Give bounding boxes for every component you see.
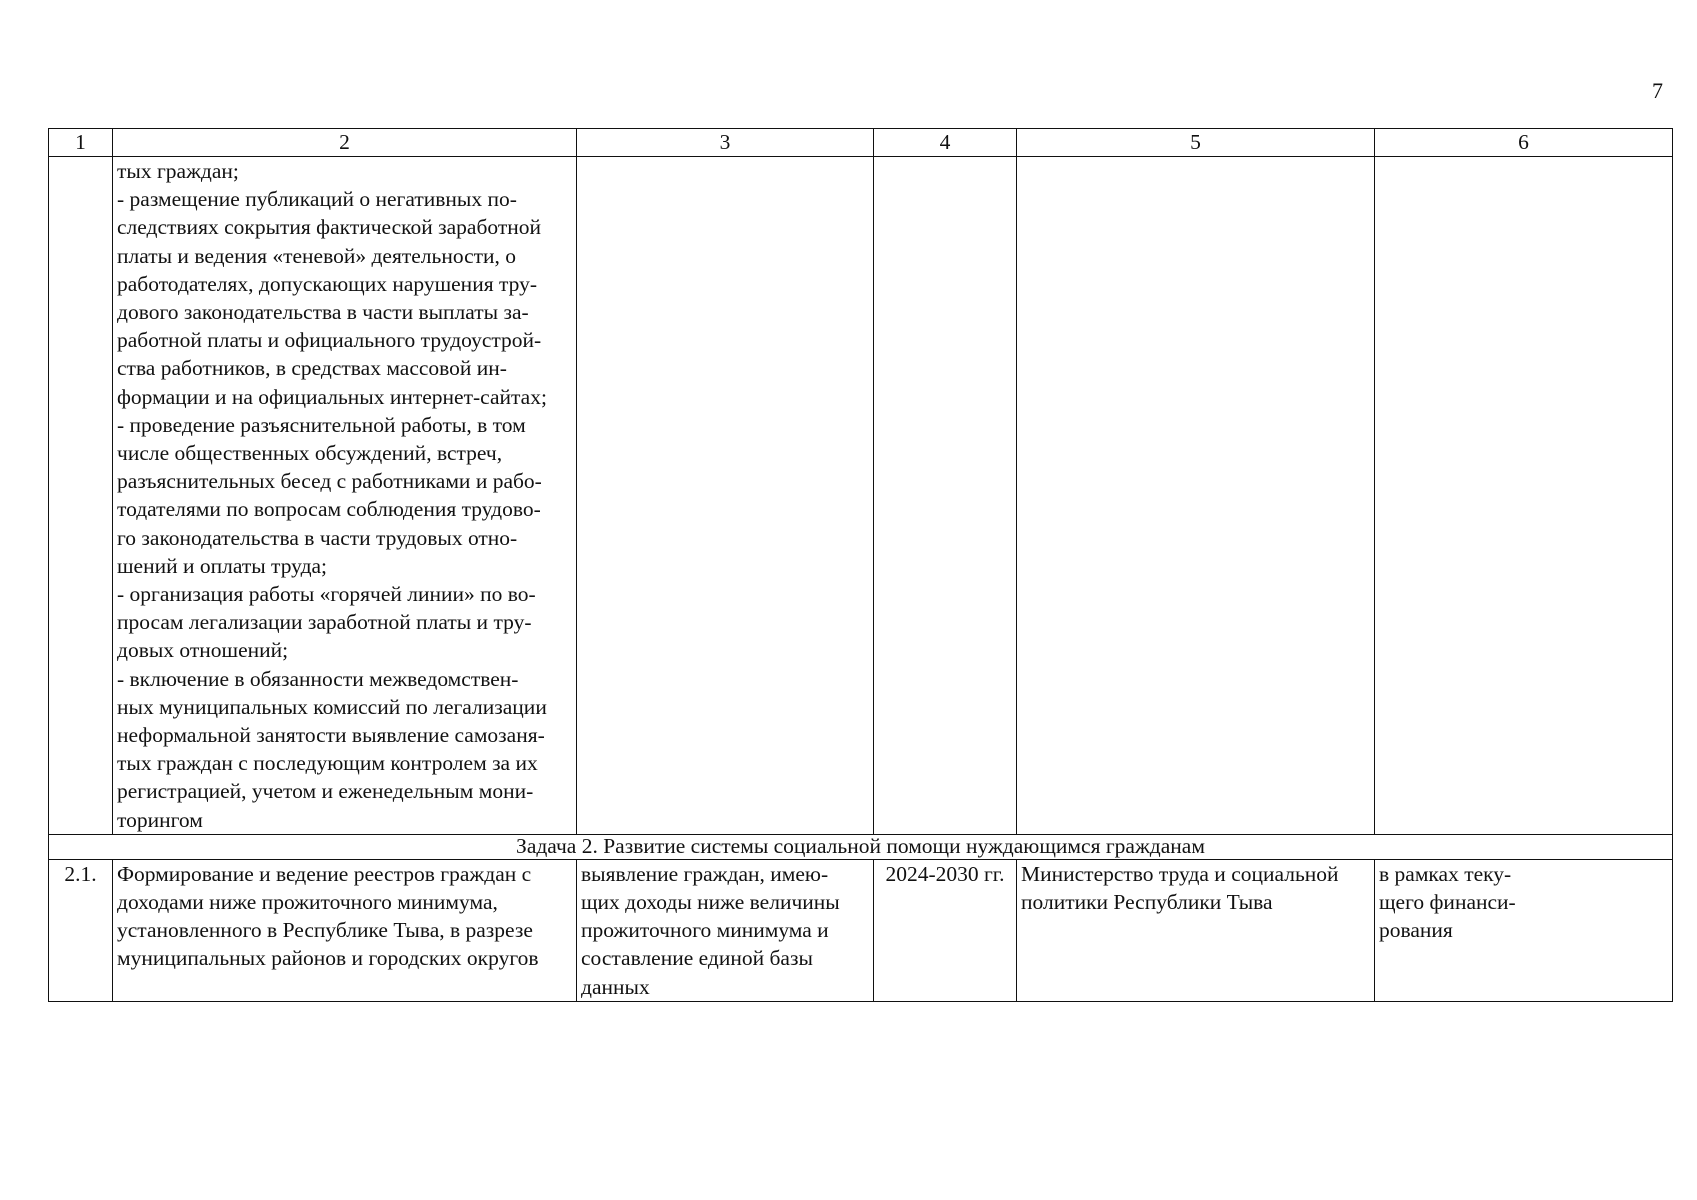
row-period: 2024-2030 гг. — [874, 859, 1017, 1001]
column-header-5: 5 — [1017, 129, 1375, 157]
column-number-row — [49, 129, 1673, 157]
row-financing: в рамках теку- щего финанси- рования — [1375, 859, 1673, 1001]
column-header-1: 1 — [49, 129, 113, 157]
row-activity: Формирование и ведение реестров граждан с доходами ниже прожиточного минимума, установленного в Республике Тыва, в разрезе муниципальных районов и городских округов — [113, 859, 577, 1001]
table-row — [49, 859, 1673, 1001]
continuation-row — [49, 157, 1673, 835]
page-number: 7 — [1652, 78, 1663, 103]
continuation-col6 — [1375, 157, 1673, 835]
section-row — [49, 834, 1673, 859]
row-number: 2.1. — [49, 859, 113, 1001]
column-header-2: 2 — [113, 129, 577, 157]
continuation-col5 — [1017, 157, 1375, 835]
continuation-col1 — [49, 157, 113, 835]
continuation-col4 — [874, 157, 1017, 835]
continuation-col3 — [577, 157, 874, 835]
row-result: выявление граждан, имею- щих доходы ниже величины прожиточного минимума и составление единой базы данных — [577, 859, 874, 1001]
row-responsible: Министерство труда и социальной политики Республики Тыва — [1017, 859, 1375, 1001]
program-table — [48, 128, 1673, 1002]
column-header-3: 3 — [577, 129, 874, 157]
continuation-activity-text: тых граждан; - размещение публикаций о негативных по- следствиях сокрытия фактической заработной платы и ведения «теневой» деятельности, о работодателях, допускающих нарушения тру- дового законодательства в части выплаты за- работной платы и официального трудоустрой- ства работников, в средствах массовой ин- формации и на официальных интернет-сайтах; - проведение разъяснительной работы, в том числе общественных обсуждений, встреч, разъяснительных бесед с работниками и рабо- тодателями по вопросам соблюдения трудово- го законодательства в части трудовых отно- шений и оплаты труда; - организация работы «горячей линии» по во- просам легализации заработной платы и тру- довых отношений; - включение в обязанности межведомствен- ных муниципальных комиссий по легализации неформальной занятости выявление самозаня- тых граждан с последующим контролем за их регистрацией, учетом и еженедельным мони- торингом — [113, 157, 577, 835]
section-title: Задача 2. Развитие системы социальной помощи нуждающимся гражданам — [49, 834, 1673, 859]
column-header-6: 6 — [1375, 129, 1673, 157]
column-header-4: 4 — [874, 129, 1017, 157]
